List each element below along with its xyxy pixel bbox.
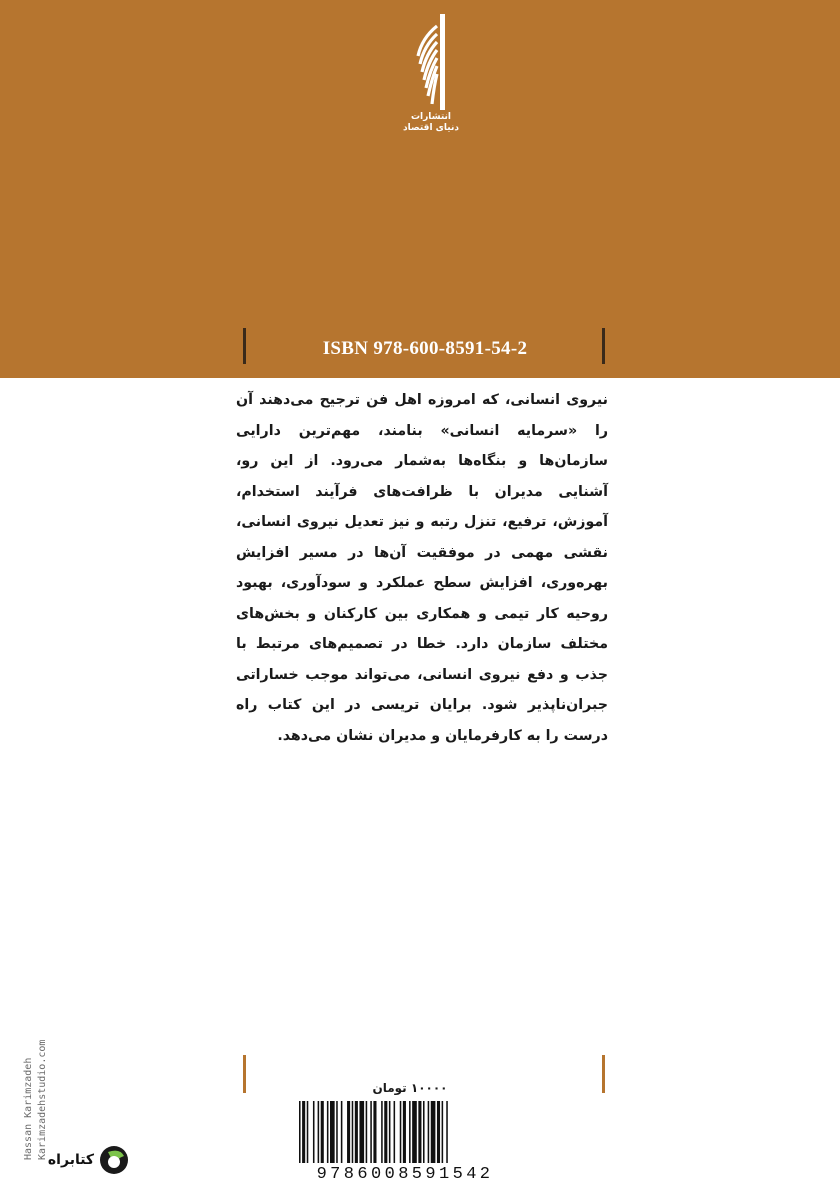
back-cover-blurb: نیروی انسانی، که امروزه اهل فن ترجیح می‌دهند آن را «سرمایه انسانی» بنامند، مهم‌ترین دارایی سازمان‌ها و بنگاه‌ها به‌شمار می‌رود. از این رو، آشنایی مدیران با ظرافت‌های فرآیند استخدام، آموزش، ترفیع، تنزل رتبه و نیز تعدیل نیروی انسانی، نقشی مهمی در موفقیت آن‌ها در مسیر افزایش بهره‌وری، افزایش سطح عملکرد و سودآوری، بهبود روحیه کار تیمی و همکاری بین کارکنان و بخش‌های مختلف سازمان دارد. خطا در تصمیم‌های مرتبط با جذب و دفع نیروی انسانی، می‌تواند موجب خساراتی جبران‌ناپذیر شود. برایان تریسی در این کتاب راه درست را به کارفرمایان و مدیران نشان می‌دهد. xyxy=(236,392,608,744)
designer-name: Hassan Karimzadeh xyxy=(23,1057,34,1160)
barcode-bar xyxy=(446,1101,448,1163)
barcode-bar xyxy=(341,1101,343,1163)
barcode-bar xyxy=(400,1101,402,1163)
barcode-bar xyxy=(437,1101,440,1163)
barcode-bar xyxy=(302,1101,305,1163)
barcode-bar xyxy=(428,1101,430,1163)
barcode-digits: 9786008591542 xyxy=(316,1165,494,1184)
barcode-bar xyxy=(409,1101,411,1163)
designer-site: Karimzadehstudio.com xyxy=(37,1039,48,1160)
barcode-bar xyxy=(347,1101,350,1163)
barcode-bar xyxy=(373,1101,376,1163)
barcode-bar xyxy=(384,1101,387,1163)
barcode-bar xyxy=(355,1101,358,1163)
barcode-bar xyxy=(394,1101,396,1163)
barcode-bars xyxy=(289,1099,521,1165)
isbn-left-bar xyxy=(243,328,246,364)
publisher-name-line1: انتشارات xyxy=(411,112,451,122)
price-right-bar xyxy=(602,1055,605,1093)
barcode xyxy=(289,1099,521,1191)
barcode-bar xyxy=(336,1101,338,1163)
isbn-text: ISBN 978-600-8591-54-2 xyxy=(322,338,528,359)
cover-top-band xyxy=(0,0,840,378)
barcode-bar xyxy=(307,1101,309,1163)
designer-credit xyxy=(22,910,62,1160)
barcode-bar xyxy=(403,1101,406,1163)
barcode-bar xyxy=(330,1101,335,1163)
publisher-logo xyxy=(392,12,470,142)
barcode-bar xyxy=(370,1101,372,1163)
barcode-bar xyxy=(389,1101,391,1163)
barcode-bar xyxy=(423,1101,425,1163)
barcode-bar xyxy=(352,1101,354,1163)
barcode-bar xyxy=(327,1101,329,1163)
barcode-bar xyxy=(431,1101,436,1163)
barcode-bar xyxy=(381,1101,383,1163)
barcode-bar xyxy=(359,1101,364,1163)
ketabrah-brand-text: کتابراه xyxy=(47,1152,95,1168)
isbn-right-bar xyxy=(602,328,605,364)
price-label: ۱۰۰۰۰ تومان xyxy=(372,1081,448,1095)
publisher-name-line2: دنیای اقتصاد xyxy=(403,123,459,133)
barcode-bar xyxy=(313,1101,315,1163)
barcode-bar xyxy=(366,1101,368,1163)
barcode-bar xyxy=(412,1101,417,1163)
ketabrah-watermark xyxy=(28,1138,128,1188)
barcode-bar xyxy=(442,1101,444,1163)
barcode-bar xyxy=(318,1101,320,1163)
barcode-bar xyxy=(321,1101,324,1163)
barcode-bar xyxy=(299,1101,301,1163)
price-left-bar xyxy=(243,1055,246,1093)
barcode-bar xyxy=(418,1101,421,1163)
